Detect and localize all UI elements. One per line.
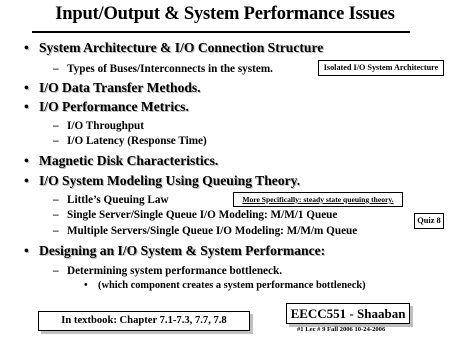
- course-label-box: EECC551 - Shaaban: [286, 303, 410, 324]
- bullet-item: [24, 173, 300, 189]
- bullet-marker: •: [84, 280, 88, 291]
- bullet-text: I/O Throughput: [67, 120, 145, 132]
- isolated-io-callout: Isolated I/O System Architecture: [318, 60, 444, 76]
- sub-bullet-item: [53, 135, 207, 147]
- bullet-text: I/O Performance Metrics.: [39, 99, 189, 114]
- bullet-text: System Architecture & I/O Connection Structure: [39, 40, 324, 55]
- bullet-marker: •: [24, 243, 29, 258]
- bullet-text: Types of Buses/Interconnects in the system.: [67, 63, 273, 75]
- bullet-text: Multiple Servers/Single Queue I/O Modeling: M/M/m Queue: [67, 225, 358, 237]
- sub-bullet-item: [53, 209, 337, 221]
- bullet-text: Determining system performance bottleneck.: [67, 265, 282, 277]
- title-underline: [32, 31, 410, 33]
- slide-title: Input/Output & System Performance Issues: [55, 4, 395, 24]
- bullet-text: I/O Latency (Response Time): [67, 135, 207, 147]
- bullet-text: I/O System Modeling Using Queuing Theory.: [39, 173, 301, 188]
- bullet-text: (which component creates a system performance bottleneck): [98, 280, 366, 291]
- bullet-text: Single Server/Single Queue I/O Modeling: M/M/1 Queue: [67, 209, 338, 221]
- bullet-marker: •: [24, 80, 29, 95]
- dash-marker: –: [53, 63, 59, 75]
- dash-marker: –: [53, 194, 59, 206]
- dash-marker: –: [53, 135, 59, 147]
- bullet-marker: •: [24, 173, 29, 188]
- sub-sub-bullet-item: [84, 280, 366, 291]
- sub-bullet-item: [53, 194, 169, 206]
- dash-marker: –: [53, 265, 59, 277]
- bullet-item: [24, 99, 189, 115]
- bullet-item: [24, 80, 201, 96]
- dash-marker: –: [53, 120, 59, 132]
- bullet-item: [24, 40, 323, 56]
- bullet-text: I/O Data Transfer Methods.: [39, 80, 201, 95]
- queuing-theory-callout: More Specifically: steady state queuing theory.: [233, 192, 403, 207]
- bullet-text: Designing an I/O System & System Performance:: [39, 243, 326, 258]
- textbook-reference-box: In textbook: Chapter 7.1-7.3, 7.7, 7.8: [38, 311, 250, 331]
- sub-bullet-item: [53, 120, 144, 132]
- dash-marker: –: [53, 225, 59, 237]
- bullet-item: [24, 153, 218, 169]
- bullet-marker: •: [24, 99, 29, 114]
- bullet-item: [24, 243, 325, 259]
- bullet-marker: •: [24, 153, 29, 168]
- sub-bullet-item: [53, 63, 273, 75]
- bullet-text: Magnetic Disk Characteristics.: [39, 153, 219, 168]
- sub-bullet-item: [53, 265, 282, 277]
- dash-marker: –: [53, 209, 59, 221]
- bullet-text: Little’s Queuing Law: [67, 194, 169, 206]
- bullet-marker: •: [24, 40, 29, 55]
- slide-footer: #1 Lec # 9 Fall 2006 10-24-2006: [297, 326, 386, 333]
- sub-bullet-item: [53, 225, 357, 237]
- quiz-badge: Quiz 8: [414, 213, 444, 229]
